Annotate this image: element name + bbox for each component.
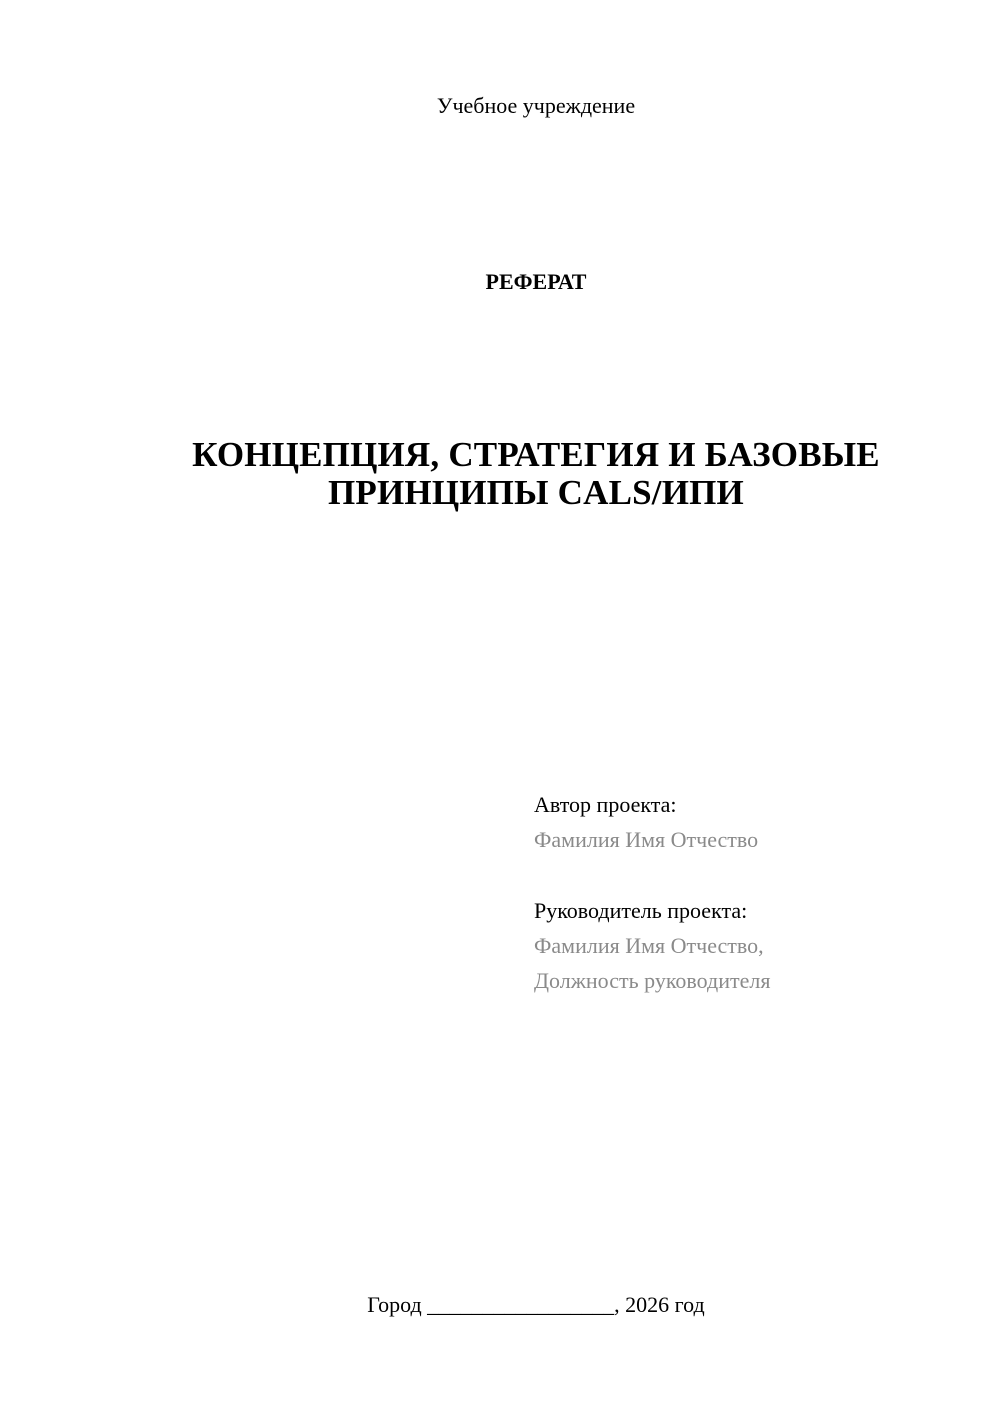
author-block [534, 787, 974, 857]
document-title [120, 436, 952, 512]
supervisor-position: Должность руководителя [534, 968, 771, 993]
title-line-1: КОНЦЕПЦИЯ, СТРАТЕГИЯ И БАЗОВЫЕ [192, 435, 880, 474]
document-type: РЕФЕРАТ [485, 269, 587, 294]
title-line-2: ПРИНЦИПЫ CALS/ИПИ [327, 473, 744, 512]
supervisor-name: Фамилия Имя Отчество, [534, 933, 764, 958]
supervisor-block [534, 893, 974, 998]
supervisor-label: Руководитель проекта: [534, 898, 748, 923]
author-label: Автор проекта: [534, 792, 677, 817]
city-year-line: Город _________________, 2026 год [367, 1292, 705, 1317]
institution-name: Учебное учреждение [436, 93, 636, 118]
author-name: Фамилия Имя Отчество [534, 827, 759, 852]
